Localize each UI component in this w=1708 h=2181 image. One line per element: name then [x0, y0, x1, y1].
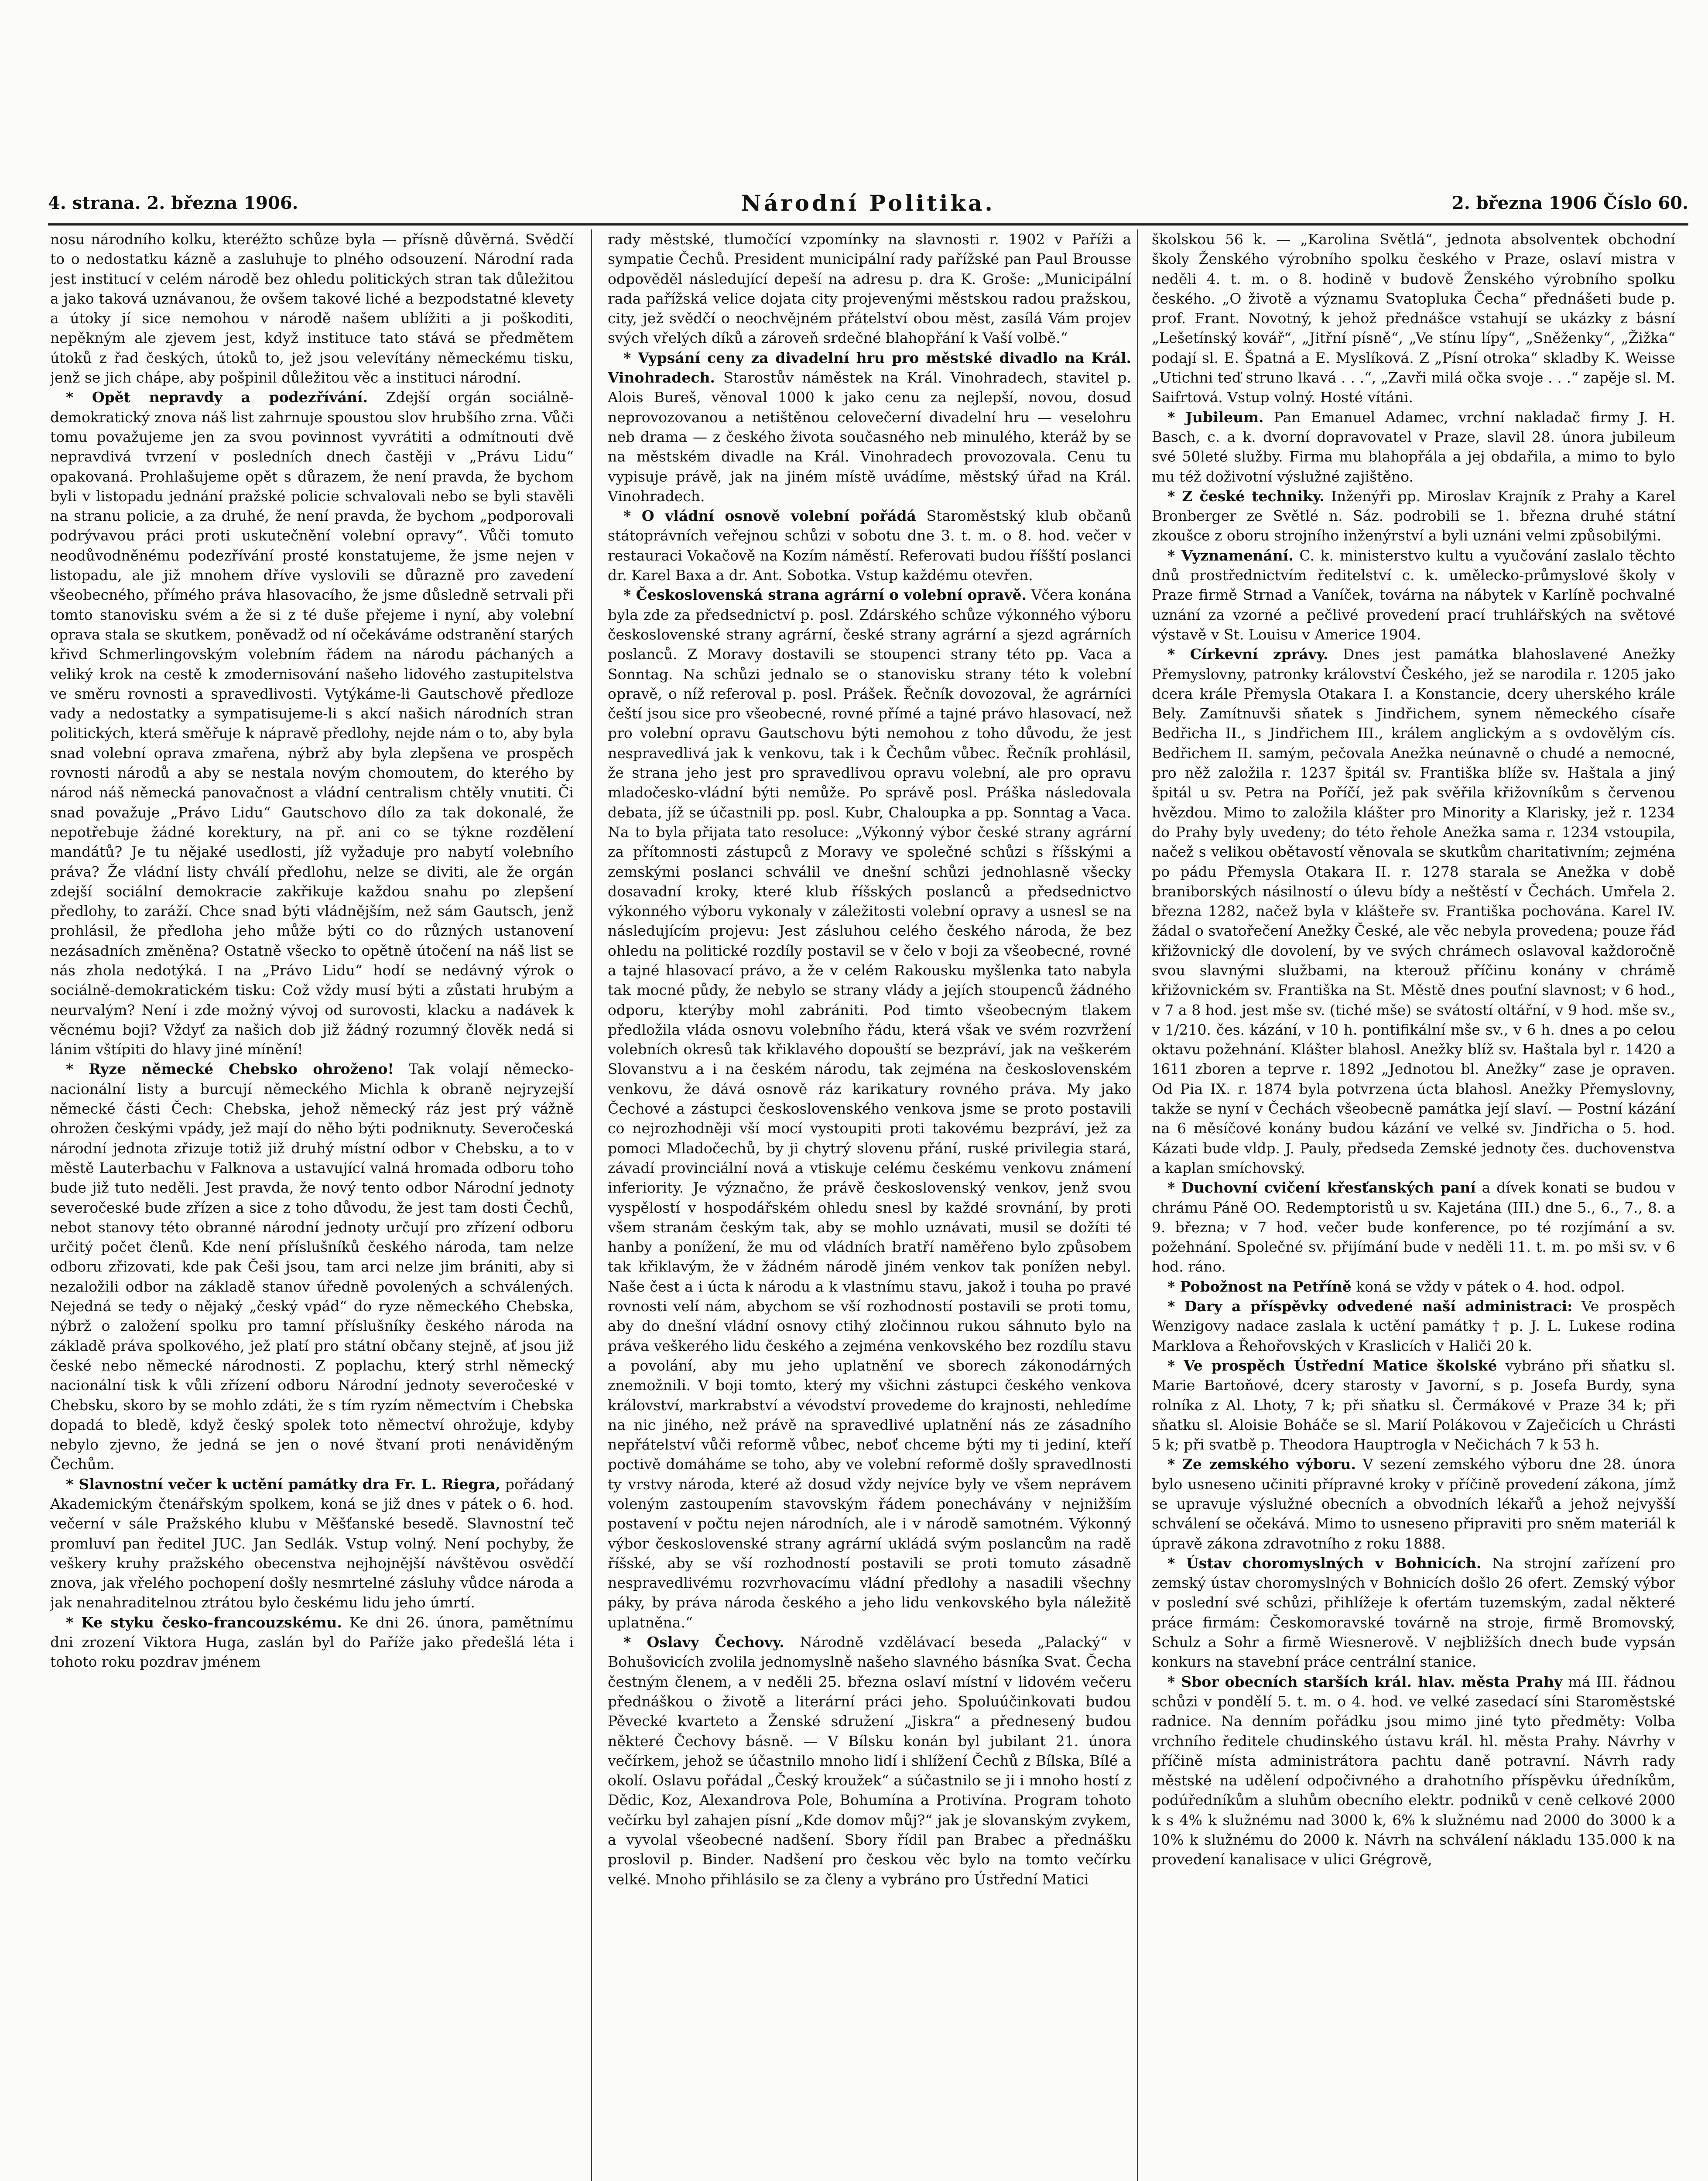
column-2	[608, 229, 1131, 2181]
article-paragraph	[608, 1632, 1131, 1889]
article-title: * Církevní zprávy.	[1167, 646, 1328, 663]
article-text: Ke dni 26. února, pamětnímu dni zrození Viktora Huga, zaslán byl do Paříže jako předešlá léta i tohoto roku pozdrav jménem	[50, 1614, 574, 1671]
article-paragraph	[1152, 1356, 1675, 1454]
article-text: nosu národního kolku, kteréžto schůze byla — přísně důvěrná. Svědčí to o nedostatku kázně a zasluhuje to plného odsouzení. Národní rada jest institucí v celém národě bez ohledu politických stran tak důležitou a jako taková uznávanou, že ovšem takové liché a bezpodstatné klevety a útoky jí sice nemohou v národě našem ublížiti a ji poškoditi, nepěkným ale zjevem jest, když instituce tato stává se předmětem útoků z řad českých, útoků to, jež jsou velevítány německému tisku, jenž se jich chápe, aby pošpinil důležitou věc a instituci národní.	[50, 231, 574, 386]
article-paragraph	[50, 1613, 574, 1672]
article-text: Na strojní zařízení pro zemský ústav choromyslných v Bohnicích došlo 26 ofert. Zemský výbor v poslední své schůzi, přihlížeje k ofertám tuzemským, zadal některé práce firmám: Českomoravské továrně na stroje, firmě Bromovský, Schulz a Sohr a firmě Wiesnerově. V nejbližších dnech bude vypsán konkurs na stavební práce centrální stanice.	[1152, 1554, 1675, 1671]
article-text: má III. řádnou schůzi v pondělí 5. t. m. o 4. hod. ve velké zasedací síni Staroměstské radnice. Na denním pořádku jsou mimo jiné tyto předměty: Volba vrchního ředitele chudinského ústavu král. hl. města Prahy. Návrhy v příčině místa administrátora pachtu daně potravní. Návrh rady městské na udělení odpočivného a drahotního příspěvku úředníkům, podúředníkům a sluhům obecního elektr. podniků v ceně celkové 2000 k s 4% k služnému nad 3000 k, 6% k služnému nad 2000 do 3000 k a 10% k služnému do 2000 k. Návrh na schválení nákladu 135.000 k na provedení kanalisace v ulici Grégrově,	[1152, 1673, 1675, 1868]
article-paragraph	[50, 387, 574, 1059]
article-title: * Ryze německé Chebsko ohroženo!	[66, 1060, 394, 1078]
article-paragraph	[1152, 546, 1675, 644]
article-text: Tak volají německo-nacionální listy a burcují německého Michla k obraně nejryzejší německé části Čech: Chebska, jehož německý ráz jest prý vážně ohrožen českými vpády, jež mají do něho býti podniknuty. Severočeská národní jednota zřizuje totiž již druhý místní odbor v Chebsku, a to v městě Lauterbachu v Falknova a ustavující valná hromada odboru toho bude již tuto neděli. Jest pravda, že nový tento odbor Národní jednoty severočeské bude zřízen a sice z toho důvodu, že jest tam dosti Čechů, nebot stanovy této obranné národní jednoty určují pro zřízení odboru určitý počet členů. Kde není příslušníků českého národa, tam nelze odboru zřizovati, kde pak Češi jsou, tam arci nelze jim brániti, aby si nezaložili odbor na základě stanov úředně povolených a schválených. Nejedná se tedy o nějaký „český vpád“ do ryze německého Chebska, nýbrž o založení spolku pro tamní příslušníky českého národa na základě práva spolkového, jež platí pro státní občany stejně, ať jsou již české nebo německé národnosti. Z poplachu, který strhl německý nacionální tisk k vůli zřízení odboru Národní jednoty severočeské v Chebsku, skoro by se mohlo zdáti, že s tím ryzím němectvím i Chebska dopadá to bledě, když český spolek toto němectví ohrožuje, kdyby nebylo zjevno, že jedná se jen o nové štvaní proti nenáviděným Čechům.	[50, 1060, 574, 1473]
article-text: vybráno při sňatku sl. Marie Bartoňové, dcery starosty v Javorní, s p. Josefa Burdy, syna rolníka z Al. Lhoty, 7 k; při sňatku sl. Čermákové v Praze 34 k; při sňatku sl. Aloisie Boháče se sl. Marií Polákovou v Zaječicích u Chrásti 5 k; při svatbě p. Theodora Hauptrogla v Nečichách 7 k 53 h.	[1152, 1357, 1675, 1453]
header-rule	[48, 223, 1688, 226]
page-header	[48, 190, 1688, 221]
article-text: C. k. ministerstvo kultu a vyučování zaslalo těchto dnů prostřednictvím ředitelství c. k. umělecko-průmyslové školy v Praze firmě Strnad a Vaníček, továrna na nábytek v Karlíně pochvalné uznání za vzorné a pečlivé provedení prací truhlářských na světové výstavě v St. Louisu v Americe 1904.	[1152, 547, 1675, 643]
article-title: * Československá strana agrární o volební opravě.	[623, 586, 1027, 604]
article-paragraph	[50, 229, 574, 387]
article-paragraph	[608, 585, 1131, 1632]
article-paragraph	[608, 229, 1131, 348]
article-text: Pan Emanuel Adamec, vrchní nakladač firmy J. H. Basch, c. a k. dvorní dopravovatel v Praze, slavil 28. února jubileum své 50leté služby. Firma mu blahopřála a jej obdařila, a mimo to bylo mu též doživotní výslužné zajištěno.	[1152, 408, 1675, 485]
article-paragraph	[1152, 486, 1675, 546]
article-text: Inženýři pp. Miroslav Krajník z Prahy a Karel Bronberger ze Světlé n. Sáz. podrobili se 1. března druhé státní zkoušce z oboru strojního inženýrství a byli uznáni velmi způsobilými.	[1152, 487, 1675, 544]
article-paragraph	[50, 1059, 574, 1474]
article-title: * Ústav choromyslných v Bohnicích.	[1167, 1554, 1482, 1572]
article-text: V sezení zemského výboru dne 28. února bylo usneseno učiniti přípravné kroky v příčině provedení zákona, jímž se upravuje výslužné obecních a obvodních lékařů a jehož nejvyšší schválení se očekává. Mimo to usneseno připraviti pro sněm materiál k úpravě zákona zdravotního z roku 1888.	[1152, 1456, 1675, 1552]
article-title: * Ze zemského výboru.	[1167, 1456, 1356, 1473]
article-title: * Ve prospěch Ústřední Matice školské	[1167, 1357, 1497, 1374]
article-text: Dnes jest památka blahoslavené Anežky Přemyslovny, patronky království Českého, jež se narodila r. 1205 jako dcera krále Přemysla Otakara I. a Konstancie, dcery uherského krále Bely. Zamítnuvši sňatek s Jindřichem, synem německého císaře Bedřicha II., s Jindřichem III., králem anglickým a s ovdovělým cís. Bedřichem II. samým, pečovala Anežka neúnavně o chudé a nemocné, pro něž založila r. 1237 špitál sv. Františka blíže sv. Haštala a jiný špitál u sv. Petra na Poříčí, jež pak svěřila křižovníkům s červenou hvězdou. Mimo to založila klášter pro Minority a Klarisky, jež r. 1234 do Prahy byly uvedeny; do této řehole Anežka sama r. 1234 vstoupila, načež s velikou obětavostí věnovala se skutkům charitativním; zejména po pádu Přemysla Otakara II. r. 1278 starala se Anežka v době braniborských násilností o úlevu bídy a neštěstí v Čechách. Umřela 2. března 1282, načež byla v klášteře sv. Františka pochována. Karel IV. žádal o svatořečení Anežky České, ale věc nebyla provedena; pouze řád křižovnický dle dovolení, by ve svých chrámech oslavoval každoročně svou slavnými službami, na kterouž příčinu konány v chrámě křižovnickém sv. Františka na St. Městě dnes pouťní slavnost; v 6 hod., v 7 a 8 hod. jest mše sv. (tiché mše) se svátostí oltářní, v 9 hod. mše sv., v 1/210. čes. kázání, v 10 h. pontifikální mše sv., v 6 h. dnes a po celou oktavu požehnání. Klášter blahosl. Anežky blíž sv. Haštala byl r. 1420 a 1611 zboren a teprve r. 1892 „Jednotou bl. Anežky“ zase je opraven. Od Pia IX. r. 1874 byla potvrzena úcta blahosl. Anežky Přemyslovny, takže se nyní v Čechách všeobecně památka její slaví. — Postní kázání na 6 měsíčové konány budou kázání ve velké sv. Jindřicha o 5. hod. Kázati bude vldp. J. Pauly, předseda Zemské jednoty čes. duchovenstva a kaplan smíchovský.	[1152, 646, 1675, 1176]
article-paragraph	[1152, 1178, 1675, 1276]
column-3	[1152, 229, 1675, 2181]
article-paragraph	[1152, 229, 1675, 407]
newspaper-title: Národní Politika.	[741, 190, 995, 216]
article-title: * Oslavy Čechovy.	[623, 1634, 784, 1651]
article-title: * Dary a příspěvky odvedené naší administraci:	[1167, 1298, 1573, 1315]
column-divider	[591, 229, 592, 2181]
article-paragraph	[608, 348, 1131, 506]
article-paragraph	[1152, 1553, 1675, 1672]
article-title: * Duchovní cvičení křesťanských paní	[1167, 1179, 1476, 1196]
article-text: a dívek konati se budou v chrámu Páně OO. Redemptoristů u sv. Kajetána (III.) dne 5., 6., 7., 8. a 9. března; v 7 hod. večer bude konference, po té rozjímání a sv. požehnání. Společné sv. přijímání bude v neděli 11. t. m. po mši sv. v 6 hod. ráno.	[1152, 1179, 1675, 1275]
article-text: Staroměstský klub občanů státoprávních veřejnou schůzi v sobotu dne 3. t. m. o 8. hod. večer v restauraci Vokačově na Kozím náměstí. Referovati budou říšští poslanci dr. Karel Baxa a dr. Ant. Sobotka. Vstup každému otevřen.	[608, 507, 1131, 584]
article-text: Ve prospěch Wenzigovy nadace zaslala k uctění památky † p. J. L. Lukese rodina Marklova a Řehořovských v Kraslicích v Haliči 20 k.	[1152, 1298, 1675, 1354]
article-text: školskou 56 k. — „Karolina Světlá“, jednota absolventek obchodní školy Ženského výrobního spolku českého v Praze, oslaví mistra v neděli 4. t. m. o 8. hodině v budově Ženského výrobního spolku českého. „O životě a významu Svatopluka Čecha“ přednášeti bude p. prof. Frant. Novotný, k jehož přednášce vstahují se ukázky z básní „Lešetínský kovář“, „Jitřní písně“, „Ve stínu lípy“, „Sněženky“, „Žižka“ podají sl. E. Špatná a E. Myslíková. Z „Písní otroka“ skladby K. Weisse „Utichni teď struno lkavá . . .“, „Zavři milá očka svoje . . .“ zapěje sl. M. Saifrtová. Vstup volný. Hosté vítáni.	[1152, 231, 1675, 406]
article-paragraph	[1152, 644, 1675, 1178]
article-title: * Pobožnost na Petříně	[1167, 1278, 1352, 1295]
article-title: * Ke styku česko-francouzskému.	[66, 1614, 342, 1631]
article-text: Starostův náměstek na Král. Vinohradech, stavitel p. Alois Bureš, věnoval 1000 k jako cenu za nejlepší, novou, dosud neprovozovanou a netištěnou celovečerní divadelní hru — veselohru neb drama — z českého života současného neb minulého, kteráž by se na městském divadle na Král. Vinohradech provozovala. Cenu tu vypisuje právě, jak na jiném místě uvádíme, městský úřad na Král. Vinohradech.	[608, 369, 1131, 505]
article-text: koná se vždy v pátek o 4. hod. odpol.	[1356, 1278, 1625, 1295]
article-paragraph	[50, 1474, 574, 1613]
article-paragraph	[1152, 407, 1675, 486]
article-paragraph	[1152, 1277, 1675, 1296]
article-text: rady městské, tlumočící vzpomínky na slavnosti r. 1902 v Paříži a sympatie Čechů. President municipální rady pařížské pan Paul Brousse odpověděl následující depeší na adresu p. dra K. Groše: „Municipální rada pařížská velice dojata city projevenými městskou radou pražskou, city, jež svědčí o neochvějném přátelství obou měst, zasílá Vám projev svých vřelých díků a zároveň srdečné blahopřání k Vaší volbě.“	[608, 231, 1131, 347]
article-title: * Opět nepravdy a podezřívání.	[66, 389, 368, 406]
article-title: * Vypsání ceny za divadelní hru pro městské divadlo na Král. Vinohradech.	[608, 349, 1131, 386]
article-title: * Z české techniky.	[1167, 487, 1325, 505]
article-text: Včera konána byla zde za předsednictví p. posl. Zdárského schůze výkonného výboru československé strany agrární, české strany agrární a sjezd agrárních poslanců. Z Moravy dostavili se stoupenci strany této pp. Vaca a Sonntag. Na schůzi jednalo se o stanovisku strany této k volební opravě, o níž referoval p. posl. Prášek. Řečník dovozoval, že agrárníci čeští jsou sice pro všeobecné, rovné přímé a tajné právo hlasovací, než pro volební opravu Gautschovu býti nemohou z toho důvodu, že jest nespravedlivá jak k venkovu, tak i k Čechům vůbec. Řečník prohlásil, že strana jeho jest pro spravedlivou opravu volební, ale pro opravu mladočesko-vládní býti nemůže. Po správě posl. Práška následovala debata, jíž se účastnili pp. posl. Kubr, Chaloupka a pp. Sonntag a Vaca. Na to byla přijata tato resoluce: „Výkonný výbor české strany agrární za přítomnosti zástupců z Moravy ve společné schůzi s říšskými a zemskými poslanci schválil ve dnešní schůzi jednohlasně všecky dosavadní kroky, které klub říšských poslanců a předsednictvo výkonného výboru vykonaly v záležitosti volební opravy a usnesl se na následujícím projevu: Jest zásluhou celého českého národa, že bez ohledu na politické rozdíly postavil se v čelo v boji za všeobecné, rovné a tajné hlasovací právo, a že v celém Rakousku myšlenka tato nabyla tak mocné půdy, že nebylo se strany vlády a jejích stoupenců žádného odporu, kterýby mohl zabrániti. Pod timto všeobecným tlakem předložila vláda osnovu volebního řádu, která však ve svém rozvržení volebních okresů tak křiklavého dopouští se bezpráví, jak na veškerém Slovanstvu a i na českém národu, tak zejména na československém venkovu, že dává osnově ráz karikatury rovného práva. My jako Čechové a zástupci československého venkova jsme se proto postavili co nejrozhodněji vší mocí vystoupiti proti takovému bezpráví, jež za pomoci Mladočechů, by ji chytrý slovenu přání, ruské privilegia stará, závadí provinciální nová a vtiskuje celému českému venkovu známení inferiority. Je význačno, že právě československý venkov, jenž svou vyspělostí v hospodářském ohledu snesl by každé srovnání, by proti všem stranám českým tak, aby se mohlo uznávati, musil se dožíti té hanby a ponížení, že mu od vládních bratří naměřeno bylo způsobem tak křiklavým, že v žádném národě jiném venkov tak ponížen nebyl. Naše čest a i úcta k národu a k vlastnímu stavu, jakož i touha po pravé rovnosti velí nám, abychom se vší rozhodností postavili se proti tomu, aby do dnešní vládní osnovy ctihý zločinnou rukou sáhnuto bylo na práva veškerého lidu českého a zejména venkovského bez rozdílu stavu a povolání, aby mu jeho uplatnění ve sborech zákonodárných znemožnili. V boji tomto, který my všichni zástupci českého venkova království, markrabství a vévodství provedeme do krajnosti, nehledíme na nic jiného, než právě na spravedlivé uplatnění nás ze zásadního nepřátelství vůči reformě vůbec, neboť chceme býti my ti jediní, kteří poctivě domáháme se toho, aby ve volební reformě došly spravedlnosti ty vrstvy národa, které až dosud vždy nejvíce byly ve všem neprávem voleným zastoupením stavovským řádem ponechávány v nejnižším postavení v počtu nejen národních, ale i v národě samotném. Výkonný výbor československé strany agrární ukládá svým poslancům na radě říšské, aby se vší rozhodností postavili se proti tomuto zásadně nespravedlivému rozvrhovacímu vládní předlohy a nasadili všechny páky, by práva národa českého a jeho lidu venkovského byla náležitě uplatněna.“	[608, 586, 1131, 1631]
article-text: pořádaný Akademickým čtenářským spolkem, koná se již dnes v pátek o 6. hod. večerní v sále Pražského klubu v Měšťanské besedě. Slavnostní teč promluví pan ředitel JUC. Jan Sedlák. Vstup volný. Není pochyby, že veškery kruhy pražského obecenstva nejhojnější návštěvou osvědčí znova, jak vřelého pochopení došly nesmrtelné zásluhy vůdce národa a jak nenahraditelnou ztrátou bylo českému lidu jeho úmrtí.	[50, 1475, 574, 1611]
issue-date-and-number: 2. března 1906 Číslo 60.	[1451, 193, 1688, 213]
article-title: * Slavnostní večer k uctění památky dra Fr. L. Riegra,	[66, 1475, 500, 1493]
page-number-and-date: 4. strana. 2. března 1906.	[48, 193, 298, 213]
article-paragraph	[1152, 1454, 1675, 1553]
article-title: * Vyznamenání.	[1167, 547, 1294, 564]
article-text: Národně vzdělávací beseda „Palacký“ v Bohušovicích zvolila jednomyslně našeho slavného básníka Svat. Čecha čestným členem, a v neděli 25. března oslaví místní v lidovém večeru přednáškou o životě a literární práci jeho. Spoluúčinkovati budou Pěvecké kvarteto a Ženské sdružení „Jiskra“ a přednesený budou některé Čechovy básně. — V Bílsku konán byl jubilant 21. února večírkem, jehož se účastnilo mnoho lidí i shlížení Čechů z Bílska, Bílé a okolí. Oslavu pořádal „Český kroužek“ a súčastnilo se ji i mnoho hostí z Dědic, Koz, Alexandrova Pole, Bohumína a Protivína. Program tohoto večírku byl zahajen písní „Kde domov můj?“ jak je slovanským zvykem, a vyvolal všeobecné nadšení. Sbory řídil pan Brabec a přednášku proslovil p. Binder. Nadšení pro českou věc bylo na tomto večírku velké. Mnoho přihlásilo se za členy a vybráno pro Ústřední Matici	[608, 1634, 1131, 1888]
column-divider	[1137, 229, 1138, 2181]
article-title: * O vládní osnově volební pořádá	[623, 507, 916, 525]
column-1	[50, 229, 574, 2181]
article-paragraph	[608, 506, 1131, 585]
article-title: * Jubileum.	[1167, 408, 1264, 426]
article-paragraph	[1152, 1672, 1675, 1870]
article-paragraph	[1152, 1296, 1675, 1356]
article-text: Zdejší orgán sociálně-demokratický znova náš list zahrnuje spoustou slov hrubšího zrna. Vůči tomu považujeme jen za svou povinnost vyvrátiti a odmítnouti dvě nepravdivá tvrzení v posledních dnech častěji v „Právu Lidu“ opakovaná. Prohlašujeme opět s důrazem, že není pravda, že bychom byli v listopadu jednání pražské policie schvalovali nebo se byli stavěli na stranu policie, a za druhé, že není pravda, že bychom „podporovali podrývavou práci proti uskutečnění volební opravy“. Vůči tomuto neodůvodněnému podezřívání prosté konstatujeme, že jsme nejen v listopadu, ale již mnohem dříve vyslovili se důrazně pro zavedení všeobecného, přímého práva hlasovacího, že jsme důsledně setrvali při tomto stanovisku svém a že si z té duše přejeme i nyní, aby volební oprava stala se skutkem, poněvadž od ní očekáváme odstranění starých křivd Schmerlingovským volebním řádem na národu páchaných a veliký krok na cestě k zmodernisování našeho lidového zastupitelstva ve směru rovnosti a spravedlivosti. Vytýkáme-li Gautschově předloze vady a nedostatky a sympatisujeme-li s akcí našich národních stran politických, která směřuje k nápravě předlohy, nejde nám o to, aby byla snad volební oprava zmařena, nýbrž aby byla zlepšena ve prospěch rovnosti národů a aby se nestala novým chomoutem, do kterého by národ náš německá panovačnost a vládní centralism chtěly vnutiti. Či snad považuje „Právo Lidu“ Gautschovo dílo za tak dokonalé, že nepotřebuje žádné korektury, na př. ani co se týkne rozdělení mandátů? Je tu nějaké usedlosti, jíž vyžaduje pro nabytí volebního práva? Že vládní listy chválí předlohu, nelze se diviti, ale že orgán zdejší sociální demokracie zakřikuje každou snahu po zlepšení předlohy, to zaráží. Chce snad býti vládnějším, než sám Gautsch, jenž prohlásil, že předloha jeho může býti co do různých ustanovení nezásadních změněna? Ostatně všecko to opětně útočení na náš list se nás zhola nedotýká. I na „Právo Lidu“ hodí se nedávný výrok o sociálně-demokratickém tisku: Což vždy musí býti a zůstati hrubým a neurvalým? Není i zde možný vývoj od surovosti, klacku a nadávek k věcnému boji? Vždyť za našich dob již žádný rozumný člověk nedá si lánim vštípiti do hlavy jiné mínění!	[50, 389, 574, 1058]
article-title: * Sbor obecních starších král. hlav. města Prahy	[1167, 1673, 1563, 1690]
